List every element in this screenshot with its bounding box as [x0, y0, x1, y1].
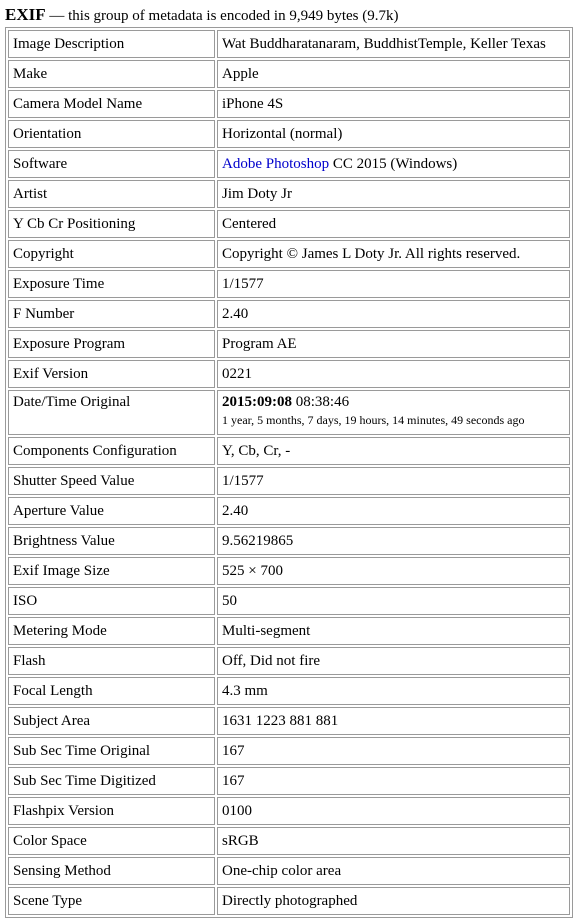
- table-row: [8, 557, 570, 585]
- field-name: Exif Version: [8, 360, 215, 388]
- field-value: Copyright © James L Doty Jr. All rights reserved.: [217, 240, 570, 268]
- field-value: Wat Buddharatanaram, BuddhistTemple, Keller Texas: [217, 30, 570, 58]
- field-name: Copyright: [8, 240, 215, 268]
- table-row: [8, 210, 570, 238]
- exif-table: [5, 27, 573, 918]
- software-link[interactable]: Adobe Photoshop: [222, 155, 330, 172]
- table-row: [8, 797, 570, 825]
- field-name: Image Description: [8, 30, 215, 58]
- field-value: Y, Cb, Cr, -: [217, 437, 570, 465]
- field-value: 167: [217, 737, 570, 765]
- field-name: Sub Sec Time Digitized: [8, 767, 215, 795]
- table-row: [8, 887, 570, 915]
- field-name: Exif Image Size: [8, 557, 215, 585]
- field-name: Flash: [8, 647, 215, 675]
- field-value: One-chip color area: [217, 857, 570, 885]
- field-name: F Number: [8, 300, 215, 328]
- field-name: Artist: [8, 180, 215, 208]
- field-name: Brightness Value: [8, 527, 215, 555]
- field-name: Subject Area: [8, 707, 215, 735]
- table-row: [8, 737, 570, 765]
- table-row: [8, 120, 570, 148]
- field-value: Horizontal (normal): [217, 120, 570, 148]
- table-row: [8, 467, 570, 495]
- table-row: [8, 707, 570, 735]
- date-value: 2015:09:08: [222, 394, 292, 410]
- field-value: iPhone 4S: [217, 90, 570, 118]
- table-row: [8, 330, 570, 358]
- field-value: 1/1577: [217, 467, 570, 495]
- table-row: [8, 677, 570, 705]
- field-name: Software: [8, 150, 215, 178]
- field-value: 1631 1223 881 881: [217, 707, 570, 735]
- field-value: 9.56219865: [217, 527, 570, 555]
- field-name: Focal Length: [8, 677, 215, 705]
- table-row: [8, 150, 570, 178]
- field-value: 167: [217, 767, 570, 795]
- field-value: 2.40: [217, 497, 570, 525]
- exif-section-header: [0, 0, 577, 27]
- field-name: Date/Time Original: [8, 390, 215, 435]
- relative-age: 1 year, 5 months, 7 days, 19 hours, 14 minutes, 49 seconds ago: [222, 413, 525, 427]
- table-row: [8, 497, 570, 525]
- field-value: 525 × 700: [217, 557, 570, 585]
- field-value: Jim Doty Jr: [217, 180, 570, 208]
- table-row: [8, 767, 570, 795]
- field-value: [217, 390, 570, 435]
- table-row: [8, 827, 570, 855]
- field-value: 2.40: [217, 300, 570, 328]
- field-value: Multi-segment: [217, 617, 570, 645]
- table-row: [8, 527, 570, 555]
- field-name: Flashpix Version: [8, 797, 215, 825]
- field-value: Apple: [217, 60, 570, 88]
- table-row: [8, 300, 570, 328]
- field-name: Metering Mode: [8, 617, 215, 645]
- table-row: [8, 437, 570, 465]
- field-name: Exposure Time: [8, 270, 215, 298]
- table-row: [8, 360, 570, 388]
- field-value: Directly photographed: [217, 887, 570, 915]
- table-row: [8, 30, 570, 58]
- software-version: CC 2015 (Windows): [329, 155, 458, 172]
- table-row: [8, 180, 570, 208]
- field-name: Orientation: [8, 120, 215, 148]
- field-value: Program AE: [217, 330, 570, 358]
- table-row: [8, 270, 570, 298]
- field-value: 4.3 mm: [217, 677, 570, 705]
- field-name: Exposure Program: [8, 330, 215, 358]
- time-value: 08:38:46: [292, 394, 350, 410]
- table-row: [8, 617, 570, 645]
- field-name: Camera Model Name: [8, 90, 215, 118]
- field-value: 0100: [217, 797, 570, 825]
- section-description: — this group of metadata is encoded in 9,949 bytes (9.7k): [45, 8, 399, 24]
- field-name: ISO: [8, 587, 215, 615]
- field-value: 50: [217, 587, 570, 615]
- field-value: sRGB: [217, 827, 570, 855]
- field-name: Color Space: [8, 827, 215, 855]
- field-name: Sensing Method: [8, 857, 215, 885]
- table-row: [8, 60, 570, 88]
- section-title: EXIF: [5, 5, 46, 24]
- table-row: [8, 857, 570, 885]
- table-row: [8, 240, 570, 268]
- field-name: Scene Type: [8, 887, 215, 915]
- field-name: Make: [8, 60, 215, 88]
- field-value: 0221: [217, 360, 570, 388]
- table-row: [8, 90, 570, 118]
- field-value: Off, Did not fire: [217, 647, 570, 675]
- field-value: Centered: [217, 210, 570, 238]
- field-name: Y Cb Cr Positioning: [8, 210, 215, 238]
- field-name: Aperture Value: [8, 497, 215, 525]
- table-row: [8, 587, 570, 615]
- field-value: [217, 150, 570, 178]
- table-row: [8, 390, 570, 435]
- field-value: 1/1577: [217, 270, 570, 298]
- table-row: [8, 647, 570, 675]
- field-name: Components Configuration: [8, 437, 215, 465]
- field-name: Sub Sec Time Original: [8, 737, 215, 765]
- field-name: Shutter Speed Value: [8, 467, 215, 495]
